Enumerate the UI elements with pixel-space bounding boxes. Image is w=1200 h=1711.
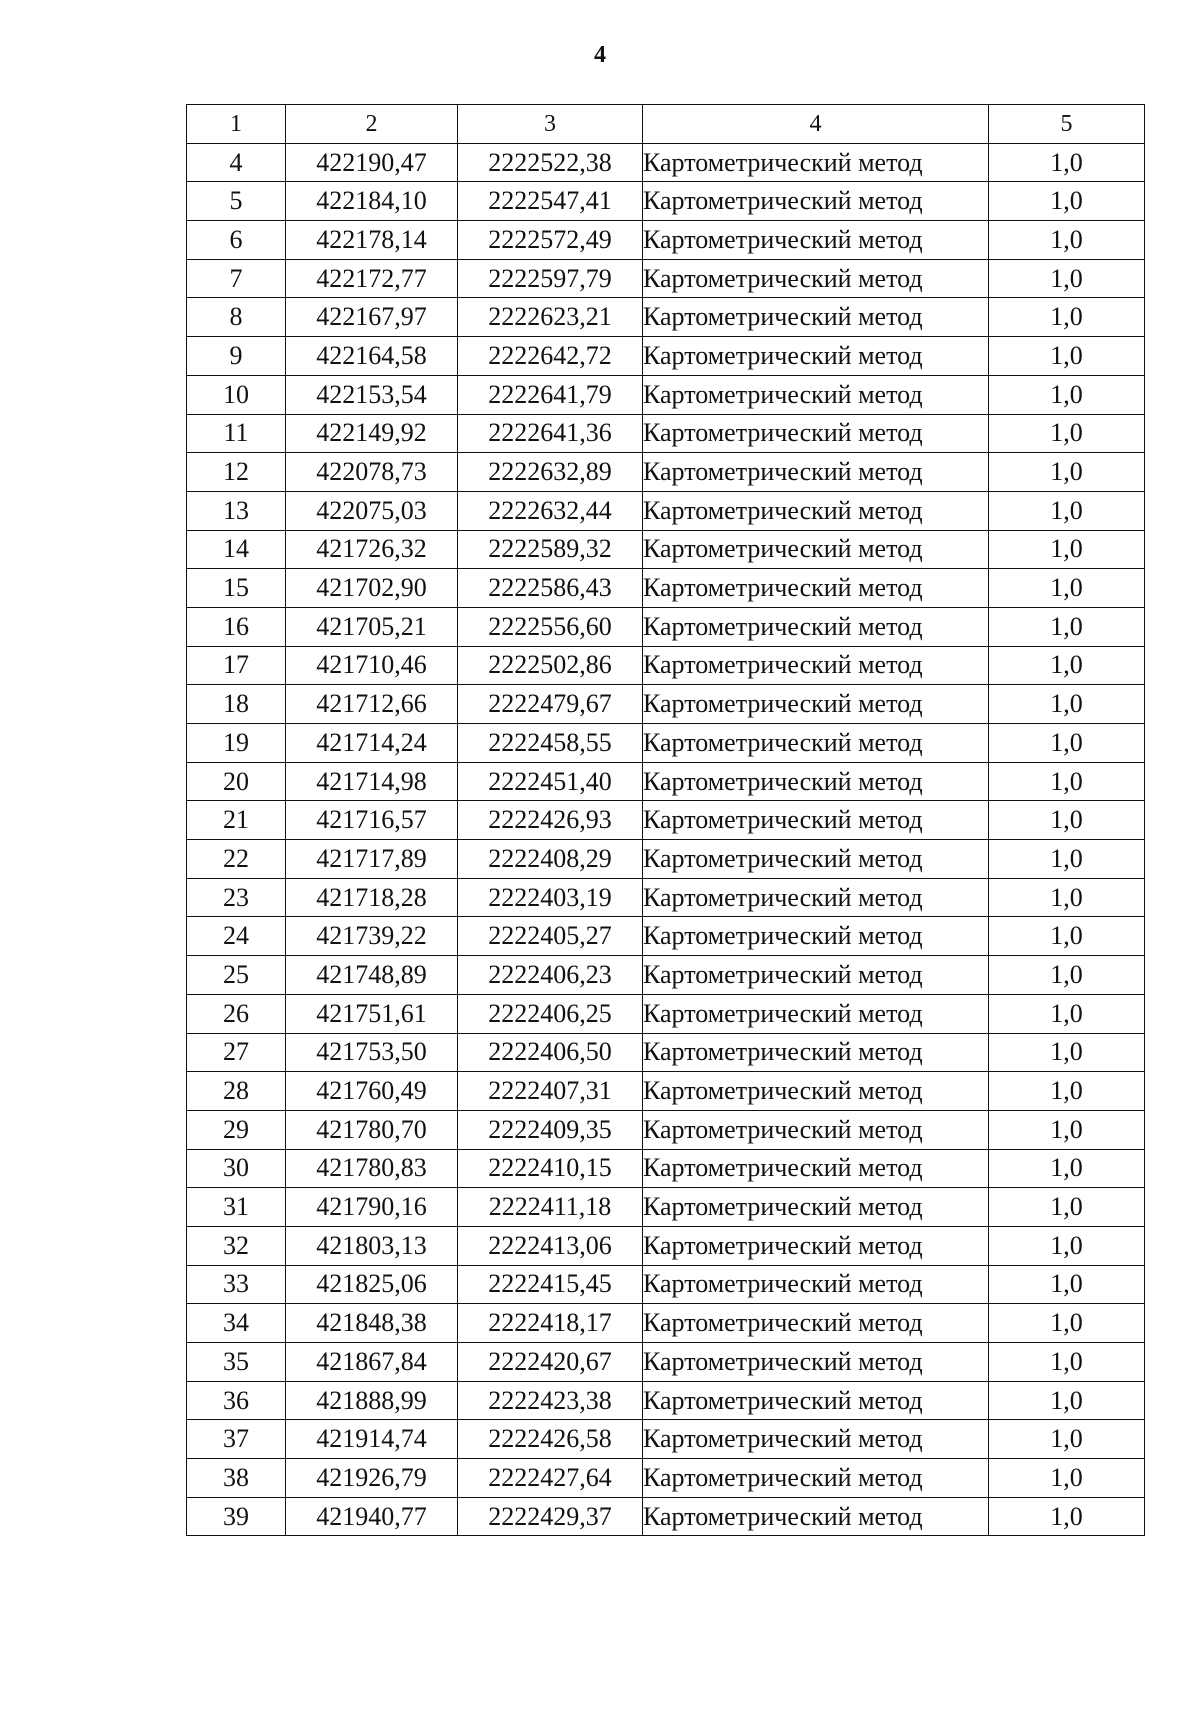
x-coordinate-cell: 421825,06 (286, 1265, 458, 1304)
method-cell: Картометрический метод (643, 1072, 989, 1111)
x-coordinate-cell: 422178,14 (286, 221, 458, 260)
y-coordinate-cell: 2222410,15 (458, 1149, 643, 1188)
point-number-cell: 21 (187, 801, 286, 840)
table-row (187, 221, 1145, 260)
x-coordinate-cell: 421712,66 (286, 685, 458, 724)
method-cell: Картометрический метод (643, 143, 989, 182)
table-header-row (187, 105, 1145, 144)
method-cell: Картометрический метод (643, 917, 989, 956)
accuracy-cell: 1,0 (989, 724, 1145, 763)
y-coordinate-cell: 2222413,06 (458, 1226, 643, 1265)
point-number-cell: 8 (187, 298, 286, 337)
table-row (187, 840, 1145, 879)
coordinates-table (186, 104, 1145, 1536)
point-number-cell: 30 (187, 1149, 286, 1188)
accuracy-cell: 1,0 (989, 1188, 1145, 1227)
point-number-cell: 15 (187, 569, 286, 608)
accuracy-cell: 1,0 (989, 1497, 1145, 1536)
method-cell: Картометрический метод (643, 1226, 989, 1265)
table-row (187, 298, 1145, 337)
x-coordinate-cell: 422075,03 (286, 491, 458, 530)
point-number-cell: 39 (187, 1497, 286, 1536)
header-cell-4: 4 (643, 105, 989, 144)
accuracy-cell: 1,0 (989, 569, 1145, 608)
y-coordinate-cell: 2222405,27 (458, 917, 643, 956)
x-coordinate-cell: 421888,99 (286, 1381, 458, 1420)
table-row (187, 1226, 1145, 1265)
method-cell: Картометрический метод (643, 607, 989, 646)
accuracy-cell: 1,0 (989, 375, 1145, 414)
x-coordinate-cell: 421940,77 (286, 1497, 458, 1536)
table-row (187, 1265, 1145, 1304)
point-number-cell: 5 (187, 182, 286, 221)
table-row (187, 143, 1145, 182)
accuracy-cell: 1,0 (989, 1459, 1145, 1498)
x-coordinate-cell: 421702,90 (286, 569, 458, 608)
accuracy-cell: 1,0 (989, 685, 1145, 724)
method-cell: Картометрический метод (643, 1033, 989, 1072)
x-coordinate-cell: 421718,28 (286, 878, 458, 917)
point-number-cell: 13 (187, 491, 286, 530)
x-coordinate-cell: 421760,49 (286, 1072, 458, 1111)
accuracy-cell: 1,0 (989, 1265, 1145, 1304)
table-row (187, 1149, 1145, 1188)
point-number-cell: 6 (187, 221, 286, 260)
method-cell: Картометрический метод (643, 298, 989, 337)
table-row (187, 1459, 1145, 1498)
method-cell: Картометрический метод (643, 801, 989, 840)
accuracy-cell: 1,0 (989, 259, 1145, 298)
accuracy-cell: 1,0 (989, 956, 1145, 995)
y-coordinate-cell: 2222415,45 (458, 1265, 643, 1304)
method-cell: Картометрический метод (643, 1343, 989, 1382)
table-row (187, 956, 1145, 995)
method-cell: Картометрический метод (643, 1459, 989, 1498)
point-number-cell: 26 (187, 994, 286, 1033)
x-coordinate-cell: 422153,54 (286, 375, 458, 414)
method-cell: Картометрический метод (643, 762, 989, 801)
point-number-cell: 4 (187, 143, 286, 182)
table-row (187, 414, 1145, 453)
x-coordinate-cell: 421867,84 (286, 1343, 458, 1382)
x-coordinate-cell: 422149,92 (286, 414, 458, 453)
accuracy-cell: 1,0 (989, 453, 1145, 492)
method-cell: Картометрический метод (643, 530, 989, 569)
y-coordinate-cell: 2222597,79 (458, 259, 643, 298)
x-coordinate-cell: 422190,47 (286, 143, 458, 182)
accuracy-cell: 1,0 (989, 607, 1145, 646)
x-coordinate-cell: 421753,50 (286, 1033, 458, 1072)
point-number-cell: 35 (187, 1343, 286, 1382)
y-coordinate-cell: 2222586,43 (458, 569, 643, 608)
y-coordinate-cell: 2222502,86 (458, 646, 643, 685)
accuracy-cell: 1,0 (989, 491, 1145, 530)
coordinates-table-body (187, 105, 1145, 1536)
y-coordinate-cell: 2222632,89 (458, 453, 643, 492)
x-coordinate-cell: 421780,70 (286, 1110, 458, 1149)
accuracy-cell: 1,0 (989, 298, 1145, 337)
y-coordinate-cell: 2222556,60 (458, 607, 643, 646)
table-row (187, 1304, 1145, 1343)
accuracy-cell: 1,0 (989, 1072, 1145, 1111)
y-coordinate-cell: 2222479,67 (458, 685, 643, 724)
x-coordinate-cell: 421716,57 (286, 801, 458, 840)
table-row (187, 994, 1145, 1033)
point-number-cell: 36 (187, 1381, 286, 1420)
x-coordinate-cell: 421790,16 (286, 1188, 458, 1227)
x-coordinate-cell: 421705,21 (286, 607, 458, 646)
table-row (187, 337, 1145, 376)
table-row (187, 1072, 1145, 1111)
table-row (187, 646, 1145, 685)
x-coordinate-cell: 421717,89 (286, 840, 458, 879)
table-row (187, 1343, 1145, 1382)
x-coordinate-cell: 422078,73 (286, 453, 458, 492)
method-cell: Картометрический метод (643, 453, 989, 492)
y-coordinate-cell: 2222572,49 (458, 221, 643, 260)
table-row (187, 685, 1145, 724)
point-number-cell: 27 (187, 1033, 286, 1072)
point-number-cell: 10 (187, 375, 286, 414)
header-cell-1: 1 (187, 105, 286, 144)
y-coordinate-cell: 2222420,67 (458, 1343, 643, 1382)
table-row (187, 530, 1145, 569)
accuracy-cell: 1,0 (989, 801, 1145, 840)
y-coordinate-cell: 2222623,21 (458, 298, 643, 337)
point-number-cell: 28 (187, 1072, 286, 1111)
y-coordinate-cell: 2222589,32 (458, 530, 643, 569)
point-number-cell: 31 (187, 1188, 286, 1227)
accuracy-cell: 1,0 (989, 917, 1145, 956)
accuracy-cell: 1,0 (989, 646, 1145, 685)
method-cell: Картометрический метод (643, 1304, 989, 1343)
y-coordinate-cell: 2222427,64 (458, 1459, 643, 1498)
point-number-cell: 33 (187, 1265, 286, 1304)
table-row (187, 491, 1145, 530)
table-row (187, 607, 1145, 646)
accuracy-cell: 1,0 (989, 762, 1145, 801)
y-coordinate-cell: 2222429,37 (458, 1497, 643, 1536)
table-row (187, 182, 1145, 221)
table-row (187, 801, 1145, 840)
y-coordinate-cell: 2222632,44 (458, 491, 643, 530)
x-coordinate-cell: 421914,74 (286, 1420, 458, 1459)
method-cell: Картометрический метод (643, 569, 989, 608)
point-number-cell: 19 (187, 724, 286, 763)
table-row (187, 1188, 1145, 1227)
accuracy-cell: 1,0 (989, 337, 1145, 376)
table-row (187, 917, 1145, 956)
table-row (187, 569, 1145, 608)
accuracy-cell: 1,0 (989, 878, 1145, 917)
point-number-cell: 17 (187, 646, 286, 685)
point-number-cell: 24 (187, 917, 286, 956)
method-cell: Картометрический метод (643, 646, 989, 685)
y-coordinate-cell: 2222408,29 (458, 840, 643, 879)
method-cell: Картометрический метод (643, 221, 989, 260)
y-coordinate-cell: 2222458,55 (458, 724, 643, 763)
header-cell-2: 2 (286, 105, 458, 144)
method-cell: Картометрический метод (643, 1149, 989, 1188)
x-coordinate-cell: 421739,22 (286, 917, 458, 956)
point-number-cell: 12 (187, 453, 286, 492)
accuracy-cell: 1,0 (989, 530, 1145, 569)
point-number-cell: 38 (187, 1459, 286, 1498)
table-row (187, 1110, 1145, 1149)
method-cell: Картометрический метод (643, 956, 989, 995)
header-cell-3: 3 (458, 105, 643, 144)
x-coordinate-cell: 421803,13 (286, 1226, 458, 1265)
point-number-cell: 32 (187, 1226, 286, 1265)
accuracy-cell: 1,0 (989, 1343, 1145, 1382)
x-coordinate-cell: 422184,10 (286, 182, 458, 221)
table-row (187, 375, 1145, 414)
method-cell: Картометрический метод (643, 1497, 989, 1536)
accuracy-cell: 1,0 (989, 1304, 1145, 1343)
table-row (187, 724, 1145, 763)
accuracy-cell: 1,0 (989, 182, 1145, 221)
table-row (187, 878, 1145, 917)
y-coordinate-cell: 2222547,41 (458, 182, 643, 221)
x-coordinate-cell: 421748,89 (286, 956, 458, 995)
y-coordinate-cell: 2222642,72 (458, 337, 643, 376)
y-coordinate-cell: 2222406,23 (458, 956, 643, 995)
method-cell: Картометрический метод (643, 491, 989, 530)
x-coordinate-cell: 421926,79 (286, 1459, 458, 1498)
y-coordinate-cell: 2222406,50 (458, 1033, 643, 1072)
accuracy-cell: 1,0 (989, 414, 1145, 453)
method-cell: Картометрический метод (643, 1188, 989, 1227)
table-row (187, 1381, 1145, 1420)
accuracy-cell: 1,0 (989, 143, 1145, 182)
point-number-cell: 37 (187, 1420, 286, 1459)
point-number-cell: 20 (187, 762, 286, 801)
accuracy-cell: 1,0 (989, 840, 1145, 879)
point-number-cell: 29 (187, 1110, 286, 1149)
y-coordinate-cell: 2222403,19 (458, 878, 643, 917)
y-coordinate-cell: 2222406,25 (458, 994, 643, 1033)
method-cell: Картометрический метод (643, 1265, 989, 1304)
x-coordinate-cell: 421848,38 (286, 1304, 458, 1343)
method-cell: Картометрический метод (643, 685, 989, 724)
x-coordinate-cell: 421714,98 (286, 762, 458, 801)
method-cell: Картометрический метод (643, 337, 989, 376)
point-number-cell: 16 (187, 607, 286, 646)
method-cell: Картометрический метод (643, 375, 989, 414)
accuracy-cell: 1,0 (989, 1149, 1145, 1188)
y-coordinate-cell: 2222409,35 (458, 1110, 643, 1149)
point-number-cell: 9 (187, 337, 286, 376)
method-cell: Картометрический метод (643, 414, 989, 453)
x-coordinate-cell: 422164,58 (286, 337, 458, 376)
x-coordinate-cell: 421780,83 (286, 1149, 458, 1188)
accuracy-cell: 1,0 (989, 1420, 1145, 1459)
table-row (187, 1497, 1145, 1536)
accuracy-cell: 1,0 (989, 221, 1145, 260)
x-coordinate-cell: 421710,46 (286, 646, 458, 685)
page-number: 4 (594, 42, 606, 68)
point-number-cell: 18 (187, 685, 286, 724)
x-coordinate-cell: 422172,77 (286, 259, 458, 298)
method-cell: Картометрический метод (643, 878, 989, 917)
accuracy-cell: 1,0 (989, 1381, 1145, 1420)
point-number-cell: 22 (187, 840, 286, 879)
method-cell: Картометрический метод (643, 1420, 989, 1459)
method-cell: Картометрический метод (643, 724, 989, 763)
y-coordinate-cell: 2222522,38 (458, 143, 643, 182)
y-coordinate-cell: 2222411,18 (458, 1188, 643, 1227)
method-cell: Картометрический метод (643, 259, 989, 298)
x-coordinate-cell: 421714,24 (286, 724, 458, 763)
accuracy-cell: 1,0 (989, 1226, 1145, 1265)
y-coordinate-cell: 2222641,36 (458, 414, 643, 453)
point-number-cell: 14 (187, 530, 286, 569)
y-coordinate-cell: 2222423,38 (458, 1381, 643, 1420)
table-row (187, 762, 1145, 801)
y-coordinate-cell: 2222426,93 (458, 801, 643, 840)
table-row (187, 1033, 1145, 1072)
method-cell: Картометрический метод (643, 1381, 989, 1420)
x-coordinate-cell: 421726,32 (286, 530, 458, 569)
point-number-cell: 34 (187, 1304, 286, 1343)
point-number-cell: 7 (187, 259, 286, 298)
header-cell-5: 5 (989, 105, 1145, 144)
table-row (187, 259, 1145, 298)
point-number-cell: 11 (187, 414, 286, 453)
y-coordinate-cell: 2222426,58 (458, 1420, 643, 1459)
accuracy-cell: 1,0 (989, 1033, 1145, 1072)
point-number-cell: 25 (187, 956, 286, 995)
x-coordinate-cell: 422167,97 (286, 298, 458, 337)
method-cell: Картометрический метод (643, 182, 989, 221)
x-coordinate-cell: 421751,61 (286, 994, 458, 1033)
point-number-cell: 23 (187, 878, 286, 917)
table-row (187, 1420, 1145, 1459)
accuracy-cell: 1,0 (989, 1110, 1145, 1149)
y-coordinate-cell: 2222418,17 (458, 1304, 643, 1343)
method-cell: Картометрический метод (643, 840, 989, 879)
y-coordinate-cell: 2222451,40 (458, 762, 643, 801)
method-cell: Картометрический метод (643, 994, 989, 1033)
y-coordinate-cell: 2222641,79 (458, 375, 643, 414)
table-row (187, 453, 1145, 492)
accuracy-cell: 1,0 (989, 994, 1145, 1033)
y-coordinate-cell: 2222407,31 (458, 1072, 643, 1111)
method-cell: Картометрический метод (643, 1110, 989, 1149)
